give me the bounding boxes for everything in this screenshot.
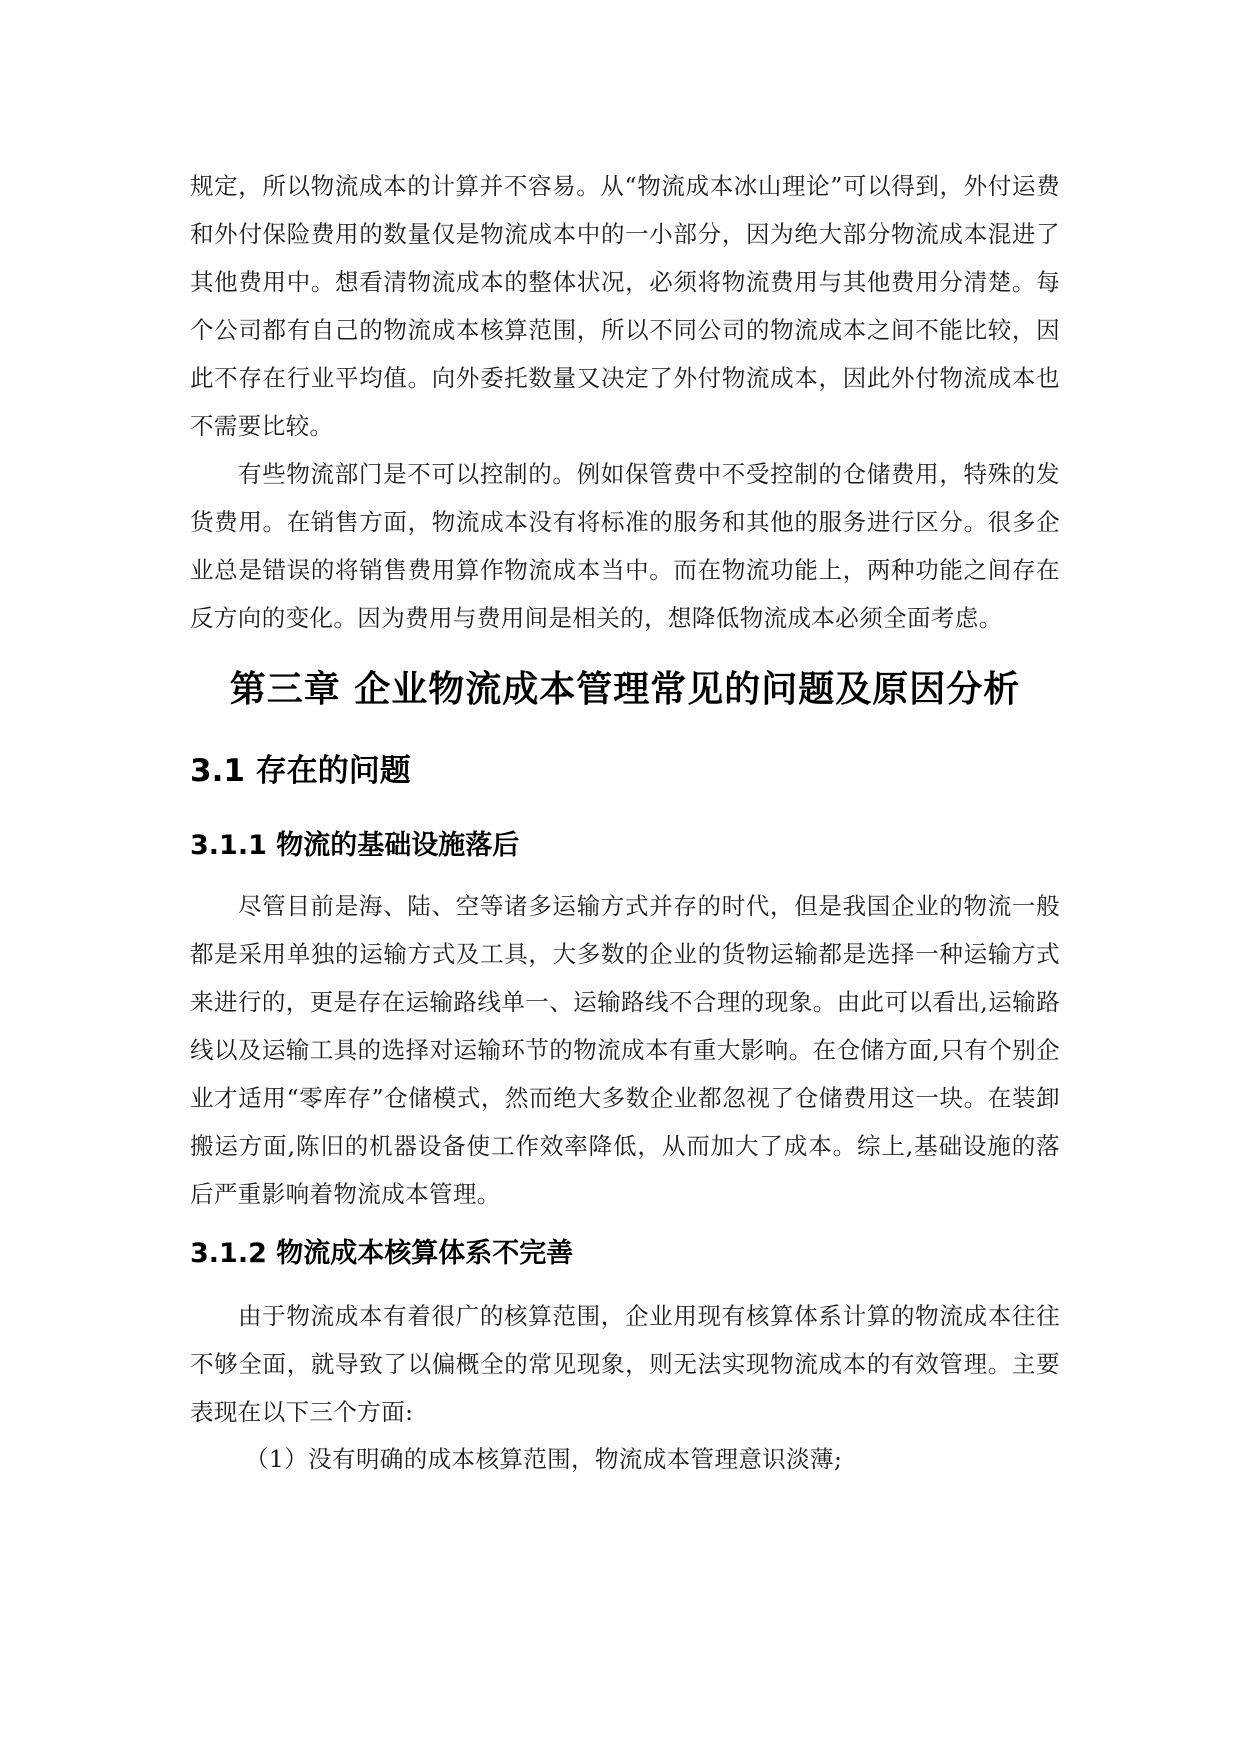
subsection-heading: 3.1.2 物流成本核算体系不完善 (190, 1238, 574, 1269)
section-heading: 3.1 存在的问题 (190, 753, 411, 789)
body-paragraph: 有些物流部门是不可以控制的。例如保管费中不受控制的仓储费用，特殊的发货费用。在销售方面，物流成本没有将标准的服务和其他的服务进行区分。很多企业总是错误的将销售费用算作物流成本当中。而在物流功能上，两种功能之间存在反方向的变化。因为费用与费用间是相关的，想降低物流成本必须全面考虑。 (190, 460, 1060, 632)
body-paragraph-continued: 规定，所以物流成本的计算并不容易。从“物流成本冰山理论”可以得到，外付运费和外付保险费用的数量仅是物流成本中的一小部分，因为绝大部分物流成本混进了其他费用中。想看清物流成本的整体状况，必须将物流费用与其他费用分清楚。每个公司都有自己的物流成本核算范围，所以不同公司的物流成本之间不能比较，因此不存在行业平均值。向外委托数量又决定了外付物流成本，因此外付物流成本也不需要比较。 (190, 172, 1060, 440)
body-paragraph: 尽管目前是海、陆、空等诸多运输方式并存的时代，但是我国企业的物流一般都是采用单独的运输方式及工具，大多数的企业的货物运输都是选择一种运输方式来进行的，更是存在运输路线单一、运输路线不合理的现象。由此可以看出,运输路线以及运输工具的选择对运输环节的物流成本有重大影响。在仓储方面,只有个别企业才适用“零库存”仓储模式，然而绝大多数企业都忽视了仓储费用这一块。在装卸搬运方面,陈旧的机器设备使工作效率降低，从而加大了成本。综上,基础设施的落后严重影响着物流成本管理。 (190, 892, 1060, 1208)
chapter-heading: 第三章 企业物流成本管理常见的问题及原因分析 (229, 669, 1021, 710)
document-body (190, 162, 1060, 1482)
list-item: （1）没有明确的成本核算范围，物流成本管理意识淡薄; (245, 1445, 843, 1473)
subsection-heading: 3.1.1 物流的基础设施落后 (190, 830, 520, 861)
body-paragraph: 由于物流成本有着很广的核算范围，企业用现有核算体系计算的物流成本往往不够全面，就导致了以偏概全的常见现象，则无法实现物流成本的有效管理。主要表现在以下三个方面: (190, 1302, 1060, 1426)
